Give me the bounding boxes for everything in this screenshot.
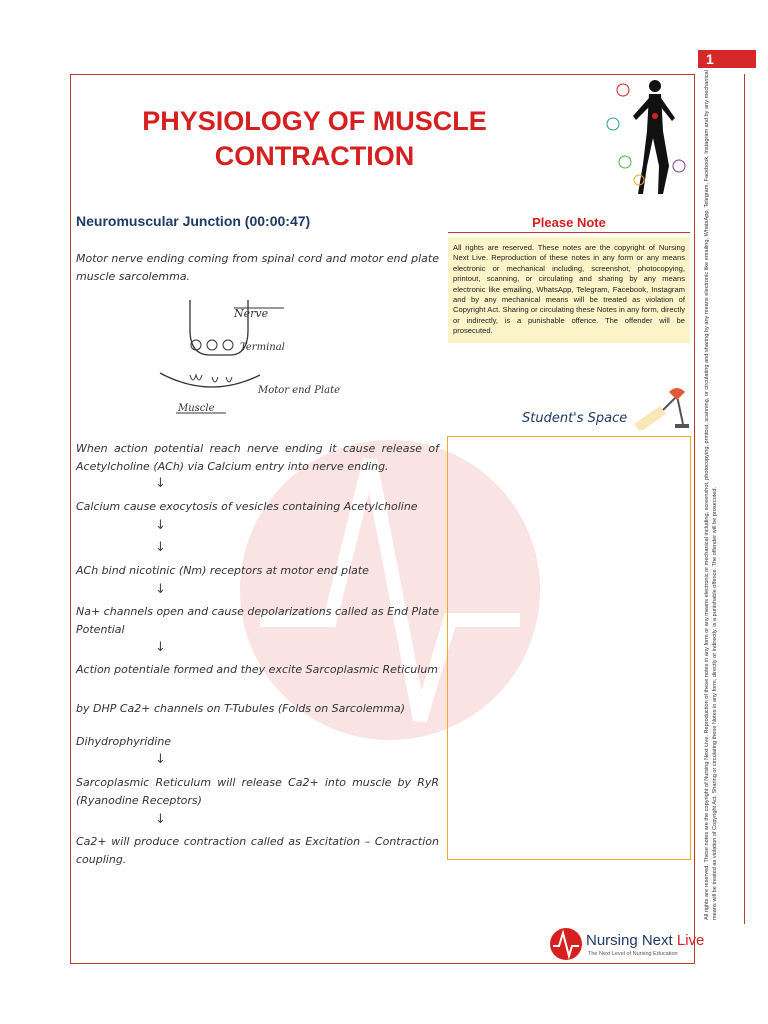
down-arrow-icon: ↓ (155, 518, 166, 533)
down-arrow-icon: ↓ (155, 540, 166, 555)
brand-name-accent: Live (676, 932, 705, 949)
brand-tagline: The Next Level of Nursing Education (588, 951, 678, 957)
step-1: When action potential reach nerve ending it cause release of Acetylcholine (ACh) via Calcium entry into nerve ending. (76, 442, 439, 473)
intro-text: Motor nerve ending coming from spinal cord and motor end plate muscle sarcolemma. (76, 252, 439, 283)
brand-logo-icon (548, 926, 584, 962)
sketch-label-muscle: Muscle (178, 403, 215, 414)
please-note-body: All rights are reserved. These notes are the copyright of Nursing Next Live. Reproduction of these notes in any form or any means electronic or mechanical including, screenshot, photocopying, printout, scanning, or circulating and sharing by any means electronic like emailing, WhatsApp, Telegram, Facebook, Instagram and by any mechanical means will be treated as violation of Copyright Act. Sharing or circulating these Notes in any form, directly or indirectly, is a punishable offence. The offender will be prosecuted. (448, 237, 690, 343)
step-4: Na+ channels open and cause depolarizations called as End Plate Potential (76, 605, 440, 636)
please-note-panel (448, 214, 690, 343)
side-copyright-notice (703, 70, 747, 920)
sketch-label-nerve: Nerve (234, 307, 269, 320)
step-7: Dihydrophyridine (76, 735, 172, 748)
neuromuscular-junction-sketch (150, 295, 370, 425)
sketch-label-terminal: Terminal (240, 342, 285, 353)
down-arrow-icon: ↓ (155, 640, 166, 655)
step-2: Calcium cause exocytosis of vesicles containing Acetylcholine (76, 500, 418, 513)
section-heading: Neuromuscular Junction (00:00:47) (76, 213, 311, 229)
side-divider (744, 74, 745, 924)
page-title (72, 104, 557, 174)
down-arrow-icon: ↓ (155, 476, 166, 491)
step-9: Ca2+ will produce contraction called as Excitation – Contraction coupling. (76, 835, 439, 866)
down-arrow-icon: ↓ (155, 582, 166, 597)
sketch-label-motor-end-plate: Motor end Plate (258, 385, 341, 396)
down-arrow-icon: ↓ (155, 752, 166, 767)
page-number: 1 (698, 50, 756, 68)
please-note-title: Please Note (448, 214, 690, 233)
brand-name-main: Nursing Next (586, 932, 677, 949)
student-space-box[interactable] (447, 436, 691, 860)
step-8: Sarcoplasmic Reticulum will release Ca2+ into muscle by RyR (Ryanodine Receptors) (76, 776, 439, 807)
student-space-label: Student's Space (522, 411, 628, 426)
step-6: by DHP Ca2+ channels on T-Tubules (Folds on Sarcolemma) (76, 702, 405, 715)
brand-logo (548, 926, 705, 966)
human-body-figure-icon (603, 76, 693, 198)
title-line-1: PHYSIOLOGY OF MUSCLE (142, 106, 487, 136)
step-3: ACh bind nicotinic (Nm) receptors at motor end plate (76, 564, 369, 577)
down-arrow-icon: ↓ (155, 812, 166, 827)
desk-lamp-icon (633, 384, 689, 430)
title-line-2: CONTRACTION (214, 141, 415, 171)
side-copyright-text: All rights are reserved. These notes are the copyright of Nursing Next Live. Reproduction of these notes in any form or any means electronic or mechanical including, screenshot, photocopying, printout, scanning, or circulating and sharing by any means electronic like emailing, WhatsApp, Telegram, Facebook, Instagram and by any mechanical means will be treated as violation of Copyright Act. Sharing or circulating these Notes in any form, directly or indirectly, is a punishable offence. The offender will be prosecuted. (704, 70, 718, 920)
step-5: Action potentiale formed and they excite Sarcoplasmic Reticulum (76, 663, 439, 676)
brand-name (586, 932, 704, 949)
